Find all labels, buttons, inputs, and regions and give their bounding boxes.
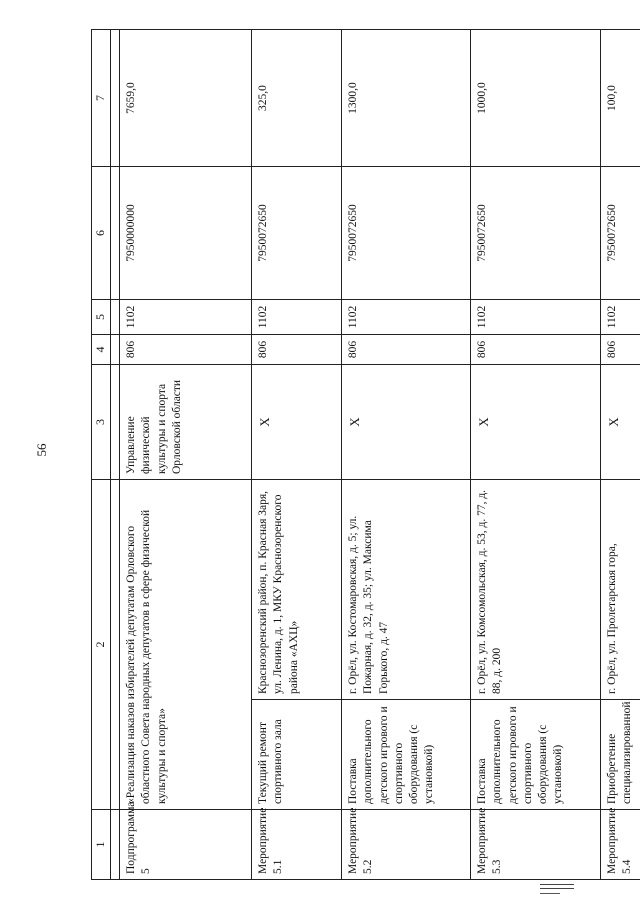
row-label: Подпрограмма 5	[120, 810, 252, 880]
responsible-body: Управление физической культуры и спорта Орловской области	[120, 365, 252, 480]
divider-row	[111, 30, 120, 880]
cross-mark: Х	[252, 365, 342, 480]
header-col-2: 2	[92, 480, 111, 810]
event-name: Текущий ремонт спортивного зала	[252, 700, 342, 810]
code-col-6: 7950072650	[601, 167, 640, 300]
header-col-6: 6	[92, 167, 111, 300]
code-col-6: 7950072650	[471, 167, 601, 300]
header-row	[92, 30, 111, 880]
code-col-5: 1102	[471, 300, 601, 335]
budget-table-rotated	[91, 30, 634, 880]
cross-mark: Х	[342, 365, 471, 480]
header-col-7: 7	[92, 30, 111, 167]
amount-col-7: 325,0	[252, 30, 342, 167]
header-col-3: 3	[92, 365, 111, 480]
budget-table	[91, 29, 640, 880]
event-address: г. Орёл, ул. Пролетарская гора,	[601, 480, 640, 700]
code-col-5: 1102	[120, 300, 252, 335]
code-col-6: 7950072650	[252, 167, 342, 300]
event-address: г. Орёл, ул. Комсомольская, д. 53, д. 77, д. 88, д. 200	[471, 480, 601, 700]
table-row	[252, 30, 342, 880]
code-col-4: 806	[252, 335, 342, 365]
row-label: Мероприятие 5.3	[471, 810, 601, 880]
event-name: Приобретение специализированной	[601, 700, 640, 810]
scan-mark	[540, 893, 560, 894]
table-row	[601, 30, 640, 880]
code-col-6: 7950072650	[342, 167, 471, 300]
code-col-4: 806	[342, 335, 471, 365]
code-col-4: 806	[120, 335, 252, 365]
table-row	[342, 30, 471, 880]
event-address: Краснозоренский район, п. Красная Заря, ул. Ленина, д. 1, МКУ Краснозоренского района «АХЦ»	[252, 480, 342, 700]
amount-col-7: 100,0	[601, 30, 640, 167]
amount-col-7: 7659,0	[120, 30, 252, 167]
scan-mark	[540, 884, 574, 889]
amount-col-7: 1000,0	[471, 30, 601, 167]
event-name: Поставка дополнительного детского игрового и спортивного оборудования (с установкой)	[342, 700, 471, 810]
row-label: Мероприятие 5.4	[601, 810, 640, 880]
code-col-6: 7950000000	[120, 167, 252, 300]
amount-col-7: 1300,0	[342, 30, 471, 167]
row-label: Мероприятие 5.1	[252, 810, 342, 880]
header-col-1: 1	[92, 810, 111, 880]
table-row	[120, 30, 252, 880]
header-col-5: 5	[92, 300, 111, 335]
event-name: Поставка дополнительного детского игрового и спортивного оборудования (с установкой)	[471, 700, 601, 810]
table-row	[471, 30, 601, 880]
cross-mark: Х	[471, 365, 601, 480]
code-col-4: 806	[471, 335, 601, 365]
code-col-5: 1102	[601, 300, 640, 335]
subprogram-title: «Реализация наказов избирателей депутатам Орловского областного Совета народных депутатов в сфере физической культуры и спорта»	[120, 480, 252, 810]
row-label: Мероприятие 5.2	[342, 810, 471, 880]
cross-mark: Х	[601, 365, 640, 480]
code-col-5: 1102	[252, 300, 342, 335]
header-col-4: 4	[92, 335, 111, 365]
code-col-4: 806	[601, 335, 640, 365]
event-address: г. Орёл, ул. Костомаровская, д. 5; ул. Пожарная, д. 32, д. 35; ул. Максима Горького, д. 47	[342, 480, 471, 700]
page-number: 56	[34, 443, 49, 457]
code-col-5: 1102	[342, 300, 471, 335]
